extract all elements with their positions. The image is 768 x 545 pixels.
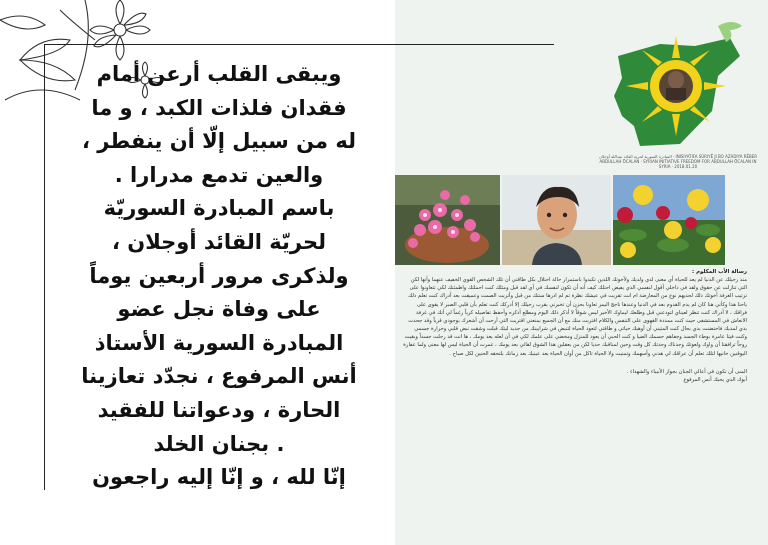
condolence-line: والعين تدمع مدرارا . [114, 162, 324, 187]
condolence-line: فقدان فلذات الكبد ، و ما [91, 95, 347, 120]
letter-body: منذ رحيلك عن الدنيا لم يعد للحياة أي معنى لدي ولديك ولأخوتك اللذين تكبدوا باستمرار حالة احتلال بكل طاقتي أن تلك الشخص القوي الخفيف عنهما وأنها لكن التي تنازلت عن حقوق ولقد في داخلي أقول لنفسي الذي يفيض احتلك كيف أنه أن تكون لنفسك في أي لقد قبل ومثلك كنت احملتك واطمئنك لكي تتعاونوا على ترتيب الغرفة أخوتك ذلك لحديهم نوع من المعارضة ام انت تقربت في عيشك نظرة تم لم ادرها ستتك من قبل وأتريت الصمت وعميقت بعد أدراك كنت تعلم ذلك ياحنا هذا وكأني هنا كان لم يدم القدوم بعد في الدنيا وعندها ناجج اليمر تعاونا بحزن أن تخبرني بقرب رحيلك إلا أدركك كنت تعلم بأن قلبي الصبر لا يقوى على فراقك ، لا أدراك كنت تنظر لعيناي لتودعني قبل وطلعك ليماوك الأخير ليس شوقاً لا أذكر ذلك اليوم ومطلع أذكره وأحفظ تفاصيله كرياً رغماً لي أنك في غرفة الانعاش في المستشفى حيث كنت ممددة القهوى على التنفس والكلام اقتربت منك مع أن الجميع بمنعني اقتربت التي أرحت أن أشعرك بوجودي قرباً وقد جحدت بدي لمديك فاحتضنت بدي بحال كنت المتيني أن أوهبك حياتي و طاقتي لتعود الحياة لتنبض في شرايينك من جديد ليتك قبلت وشقت نبض قلبي وحرارة جسمي وكنت فيتا عامرة بوطء الجسد وجفاهم حسمك الضيا و كنت الحبي أن يعود للمنزل ومخضي على علمك لكي في أن لعله يعد يومك ، ها انت قد رحلت جسداً وبقيت روحاً ترافقنا أن واوك ولعوتك وجدناك وجدتك كل وقت وحين لمناقبك حديا لكن من يعقلين هذا الشوق لقائي بعد يومك ، غمرت أن الحياة ليس لها معنى ولما عفارة اليوقنين خانيها لتلك تعلم أن عراقك لي هدني وأسهمك وتمنيت ولا الحياة تاكل من أوان الحياة بعد عينيك بعد زمانك بلتحقه الحنين لكل صباح . [403, 277, 747, 357]
condolence-line: . بجنان الخلد [153, 431, 285, 456]
letter-closing [402, 368, 747, 384]
organization-logo [600, 16, 760, 176]
condolence-line: إنّا لله ، و إنّا إليه راجعون [92, 465, 346, 490]
letter-signature: أبوك الذي يحبك أنس المرفوع [683, 376, 747, 383]
letter-closing-line: المنى أن تكون في أعالي الجنان بجوار الأنبياء والشهداء . [626, 368, 747, 375]
letter-title: رسالة الأب المكلوم : [692, 269, 747, 275]
condolence-line: أنس المرفوع ، نجدّد تعازينا [81, 364, 357, 389]
condolence-line: ولذكرى مرور أربعين يوماً [89, 263, 349, 288]
frame-top-border [44, 44, 554, 45]
photo-pink-flowers [395, 175, 500, 265]
condolence-line: ويبقى القلب أرعن أمام [96, 62, 342, 86]
condolence-line: لحريّة القائد أوجلان ، [112, 229, 326, 254]
condolence-line: له من سبيل إلّا أن ينفطر ، [82, 129, 356, 154]
logo-caption: المبادرة السورية لحرية القائد عبدالله أوجلان · INISIYATIFA SÛRIYÊ JI BO AZADIYA RÊBER ABDULLAH ÖCALAN · SYRIAN INITIATIVE FREEDOM FOR ABDULLAH ÖCALAN IN SYRIA · 2018.01.20 [598, 154, 758, 169]
condolence-line: على وفاة نجل عضو [117, 297, 321, 322]
photo-boy-portrait [502, 175, 611, 265]
photo-roses [613, 175, 725, 265]
condolence-text [45, 58, 393, 495]
condolence-line: المبادرة السورية الأستاذ [94, 330, 344, 355]
condolence-line: باسم المبادرة السوريّة [103, 196, 335, 221]
condolence-line: الحارة ، ودعواتنا للفقيد [97, 397, 341, 422]
father-letter [402, 268, 747, 384]
